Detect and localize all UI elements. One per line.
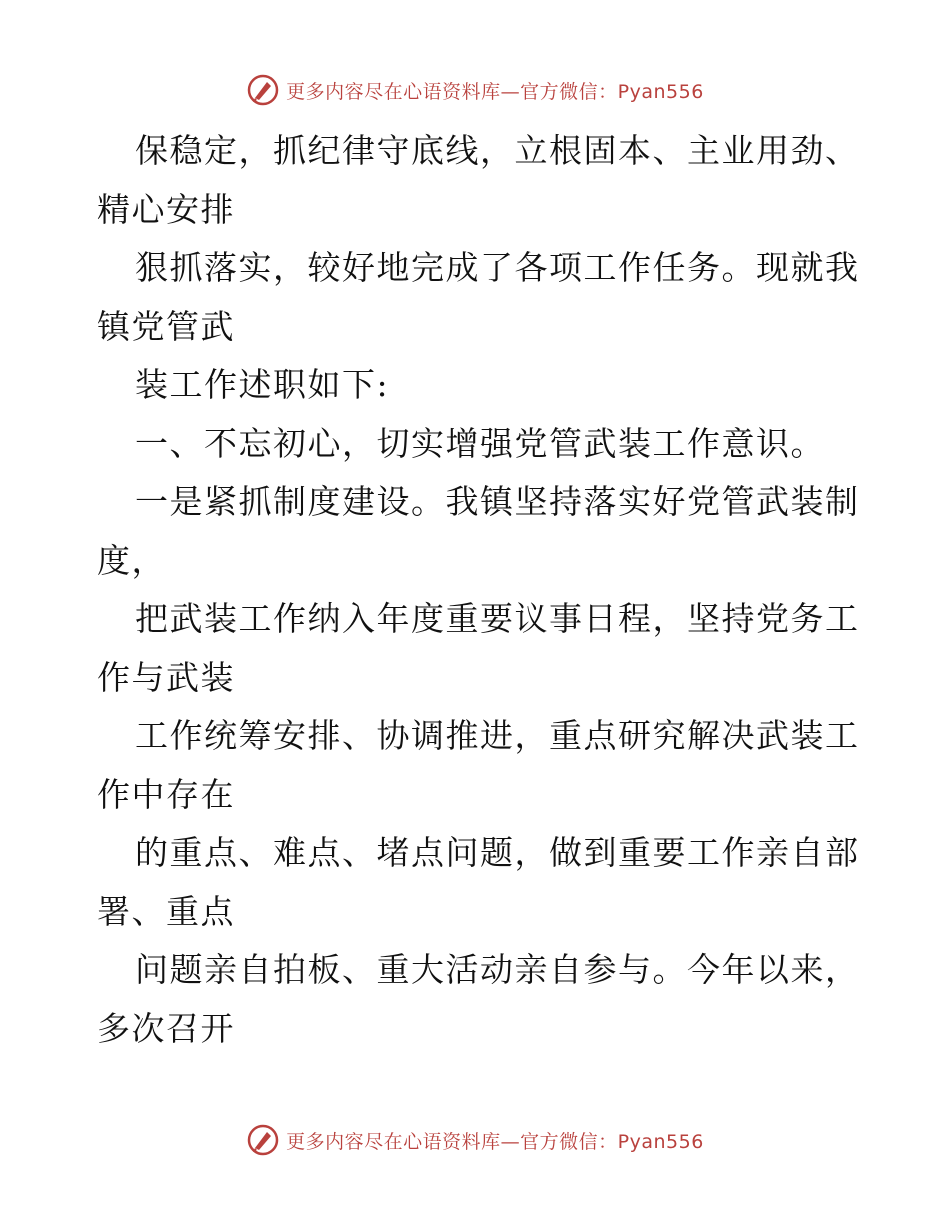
text-line: 装工作述职如下: [135,365,390,404]
document-body [97,122,860,1058]
footer-watermark [0,1120,950,1160]
text-line: 的重点、难点、堵点问题，做到重要工作亲自部 [135,833,860,872]
text-line: 度， [97,540,166,580]
watermark-text: 更多内容尽在心语资料库—官方微信：Pyan556 [286,80,704,103]
text-line: 保稳定，抓纪律守底线，立根固本、主业用劲、 [135,131,860,170]
pen-logo-icon [246,1123,280,1157]
text-line: 一、不忘初心，切实增强党管武装工作意识。 [135,423,825,463]
text-line: 镇党管武 [97,306,235,346]
text-line: 工作统筹安排、协调推进，重点研究解决武装工 [135,716,860,755]
header-watermark [0,70,950,110]
text-line: 作与武装 [97,657,235,697]
text-line: 精心安排 [97,189,235,229]
text-line: 作中存在 [97,774,235,814]
watermark-text: 更多内容尽在心语资料库—官方微信：Pyan556 [286,1130,704,1153]
text-line: 问题亲自拍板、重大活动亲自参与。今年以来， [135,950,860,989]
text-line: 一是紧抓制度建设。我镇坚持落实好党管武装制 [135,482,860,521]
text-line: 把武装工作纳入年度重要议事日程，坚持党务工 [135,599,860,638]
pen-logo-icon [246,73,280,107]
watermark-handle: Pyan556 [617,1130,704,1153]
text-line: 狠抓落实，较好地完成了各项工作任务。现就我 [135,248,860,287]
text-line: 多次召开 [97,1008,235,1048]
watermark-handle: Pyan556 [617,80,704,103]
text-line: 署、重点 [97,891,235,931]
